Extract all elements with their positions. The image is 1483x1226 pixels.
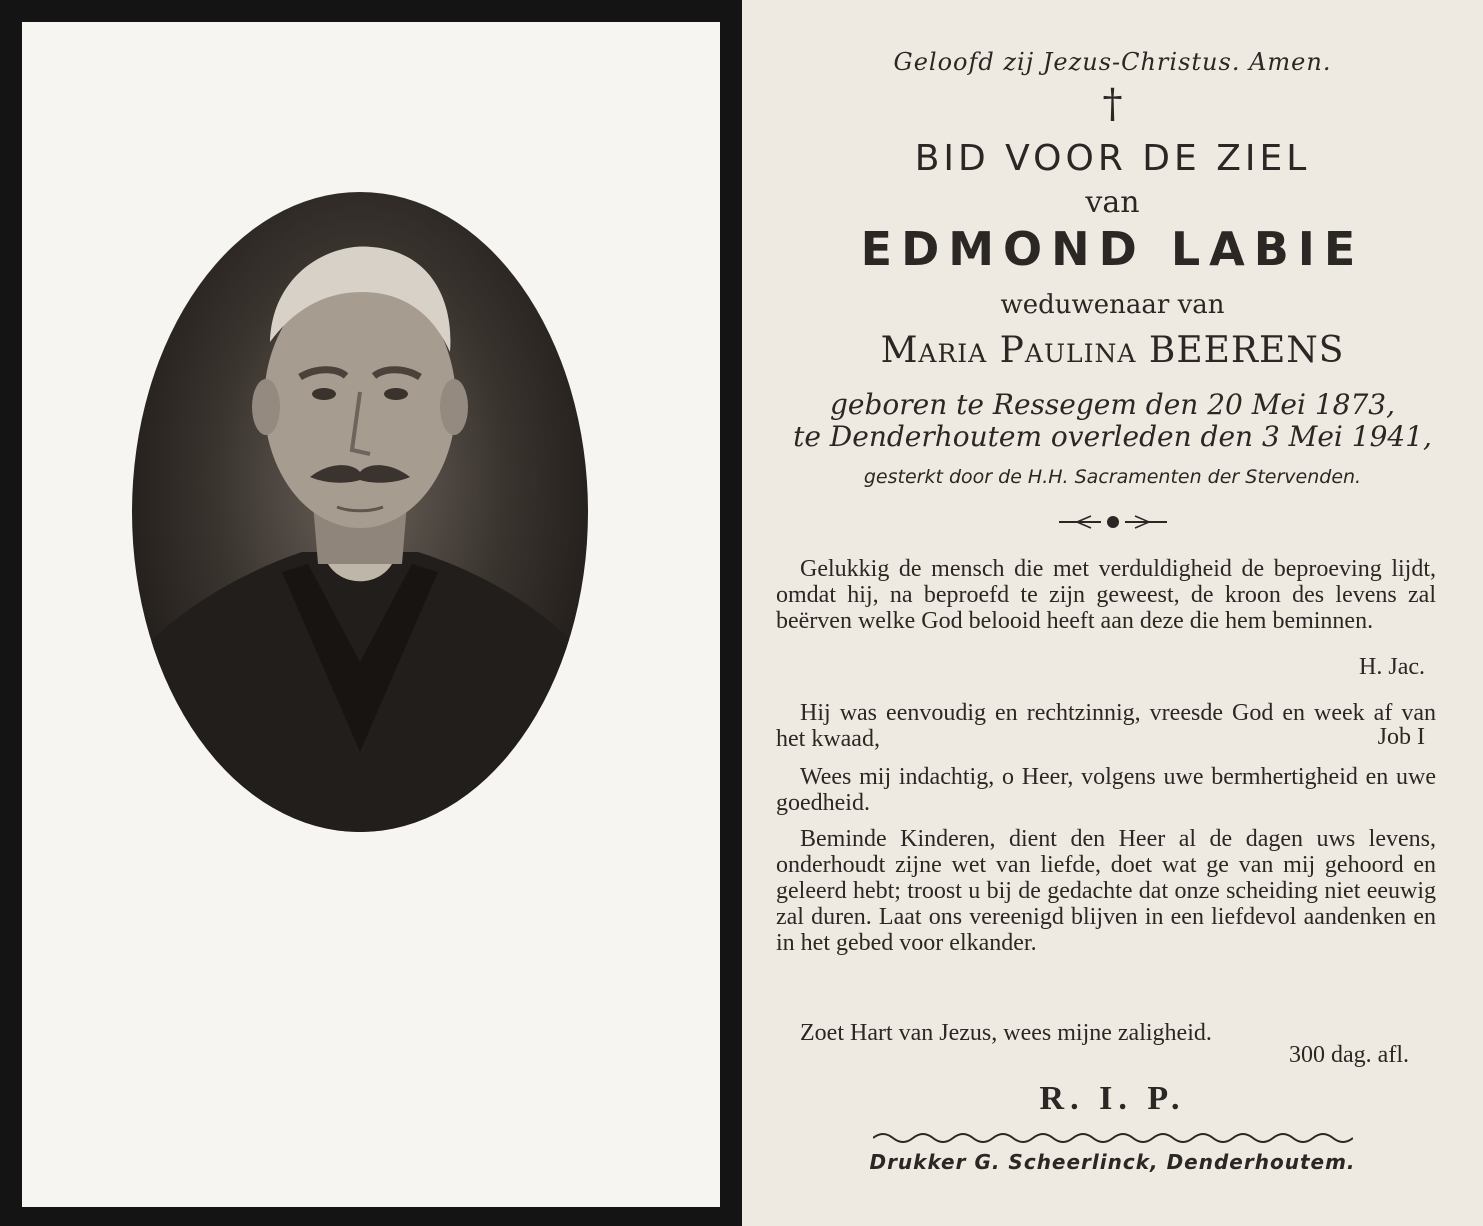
verse-1: Gelukkig de mensch die met verduldigheid de beproeving lijdt, omdat hij, na beproefd te zijn geweest, de kroon des levens zal beërven welke God belooid heeft aan deze die hem beminnen. <box>776 556 1436 634</box>
birth-line: geboren te Ressegem den 20 Mei 1873, <box>829 388 1395 421</box>
wave-divider-icon <box>742 1130 1483 1146</box>
photo-card-paper <box>22 22 720 1207</box>
verse-4: Beminde Kinderen, dient den Heer al de dagen uws levens, onderhoudt zijne wet van liefde, doet wat ge van mij gehoord en geleerd hebt; troost u bij de gedachte dat onze scheiding niet eeuwig zal duren. Laat ons vereenigd blijven in een liefdevol aandenken en in het gebed voor elkander. <box>776 826 1436 956</box>
verse-2: Hij was eenvoudig en rechtzinnig, vreesde God en week af van het kwaad, <box>776 700 1436 752</box>
verse-2-reference: Job I <box>1377 724 1425 750</box>
pray-heading: BID VOOR DE ZIEL <box>914 138 1311 179</box>
printer-credit: Drukker G. Scheerlinck, Denderhoutem. <box>869 1150 1356 1174</box>
verse-5-indulgence: 300 dag. afl. <box>1289 1042 1409 1068</box>
prayer-card <box>742 0 1483 1226</box>
death-line: te Denderhoutem overleden den 3 Mei 1941, <box>793 420 1432 453</box>
widower-label: weduwenaar van <box>1000 290 1225 320</box>
spouse-name: Maria Paulina BEERENS <box>880 330 1345 371</box>
verse-1-reference: H. Jac. <box>1359 654 1425 680</box>
verse-3: Wees mij indachtig, o Heer, volgens uwe bermhertigheid en uwe goedheid. <box>776 764 1436 816</box>
portrait-figure <box>132 192 588 832</box>
deceased-name: EDMOND LABIE <box>860 222 1365 276</box>
portrait-photo <box>132 192 588 832</box>
sacraments-line: gesterkt door de H.H. Sacramenten der Stervenden. <box>863 466 1362 488</box>
verse-5: Zoet Hart van Jezus, wees mijne zaligheid. <box>800 1020 1212 1046</box>
ornament-divider-icon <box>742 510 1483 534</box>
van-label: van <box>1085 185 1140 220</box>
motto: Geloofd zij Jezus-Christus. Amen. <box>893 48 1332 76</box>
rip-label: R. I. P. <box>1039 1080 1186 1117</box>
cross-icon: † <box>1102 81 1123 127</box>
